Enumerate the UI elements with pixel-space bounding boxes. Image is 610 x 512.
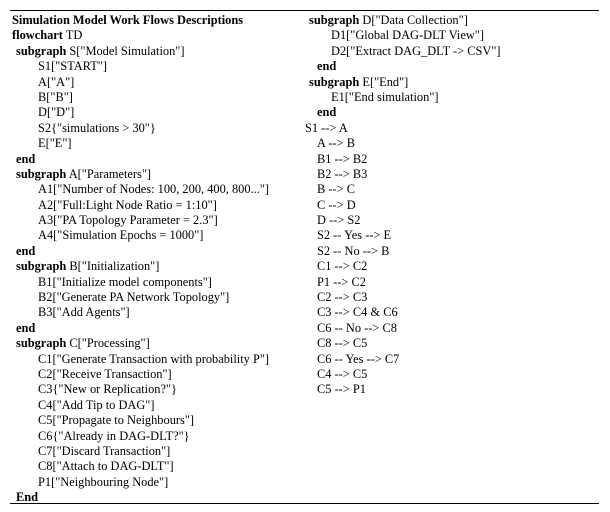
subgraph-s-item: E["E"]: [38, 136, 72, 151]
edge-line: S1 --> A: [305, 120, 348, 135]
subgraph-b-header: subgraph B["Initialization"]: [16, 259, 160, 274]
subgraph-a-item: A1["Number of Nodes: 100, 200, 400, 800..."]: [38, 182, 270, 197]
edge-line: C8 --> C5: [317, 336, 368, 351]
edge-line: C6 -- Yes --> C7: [317, 351, 400, 366]
subgraph-c-item: C8["Attach to DAG-DLT"]: [38, 459, 174, 474]
left-column: [12, 13, 302, 506]
top-rule: [10, 10, 599, 11]
subgraph-c-item: C3{"New or Replication?"}: [38, 382, 178, 397]
subgraph-d-end: end: [317, 59, 337, 74]
edge-line: C --> D: [317, 197, 356, 212]
subgraph-a-header: subgraph A["Parameters"]: [16, 166, 152, 181]
subgraph-e-item: E1["End simulation"]: [331, 89, 439, 104]
subgraph-c-item: C7["Discard Transaction"]: [38, 443, 171, 458]
subgraph-e-end: end: [317, 105, 337, 120]
subgraph-d-header: subgraph D["Data Collection"]: [309, 13, 468, 27]
flowchart-line: [12, 28, 302, 43]
subgraph-d-item: D2["Extract DAG_DLT -> CSV"]: [331, 43, 501, 58]
edge-line: C6 -- No --> C8: [317, 320, 397, 335]
subgraph-b-item: B3["Add Agents"]: [38, 305, 130, 320]
table-title: Simulation Model Work Flows Descriptions: [12, 13, 244, 27]
edge-line: C2 --> C3: [317, 290, 368, 305]
subgraph-b-item: B2["Generate PA Network Topology"]: [38, 290, 230, 305]
subgraph-s-item: D["D"]: [38, 105, 75, 120]
edge-line: B --> C: [317, 182, 355, 197]
flowchart-end: End: [16, 490, 39, 505]
subgraph-a-end: end: [16, 243, 36, 258]
subgraph-c-item: C4["Add Tip to DAG"]: [38, 397, 155, 412]
subgraph-c-item: C5["Propagate to Neighbours"]: [38, 413, 195, 428]
subgraph-c-item: C1["Generate Transaction with probability P"]: [38, 351, 270, 366]
subgraph-c-item: C2["Receive Transaction"]: [38, 366, 172, 381]
edge-line: B2 --> B3: [317, 166, 368, 181]
edge-line: S2 -- No --> B: [317, 243, 390, 258]
subgraph-a-item: A3["PA Topology Parameter = 2.3"]: [38, 213, 218, 228]
edge-line: P1 --> C2: [317, 274, 366, 289]
flowchart-direction: TD: [65, 28, 83, 43]
subgraph-c-header: subgraph C["Processing"]: [16, 336, 150, 351]
subgraph-b-end: end: [16, 320, 36, 335]
workflow-table: [10, 10, 599, 504]
subgraph-c-item: P1["Neighbouring Node"]: [38, 474, 169, 489]
subgraph-e-header: subgraph E["End"]: [309, 74, 409, 89]
edge-line: A --> B: [317, 136, 355, 151]
edge-line: D --> S2: [317, 213, 361, 228]
subgraph-s-end: end: [16, 151, 36, 166]
edge-line: C4 --> C5: [317, 366, 368, 381]
subgraph-s-item: A["A"]: [38, 74, 75, 89]
edge-line: S2 -- Yes --> E: [317, 228, 392, 243]
subgraph-s-header: subgraph S["Model Simulation"]: [16, 43, 185, 58]
edge-line: B1 --> B2: [317, 151, 368, 166]
subgraph-b-item: B1["Initialize model components"]: [38, 274, 212, 289]
edge-line: C1 --> C2: [317, 259, 368, 274]
subgraph-d-item: D1["Global DAG-DLT View"]: [331, 28, 484, 43]
flowchart-keyword: flowchart: [12, 28, 63, 43]
bottom-rule: [10, 503, 599, 504]
subgraph-a-item: A2["Full:Light Node Ratio = 1:10"]: [38, 197, 217, 212]
subgraph-s-item: B["B"]: [38, 89, 73, 104]
edge-line: C5 --> P1: [317, 382, 366, 397]
right-column: [305, 13, 597, 398]
subgraph-s-item: S2{"simulations > 30"}: [38, 120, 156, 135]
subgraph-a-item: A4["Simulation Epochs = 1000"]: [38, 228, 204, 243]
edge-line: C3 --> C4 & C6: [317, 305, 398, 320]
subgraph-c-item: C6{"Already in DAG-DLT?"}: [38, 428, 190, 443]
subgraph-s-item: S1["START"]: [38, 59, 107, 74]
